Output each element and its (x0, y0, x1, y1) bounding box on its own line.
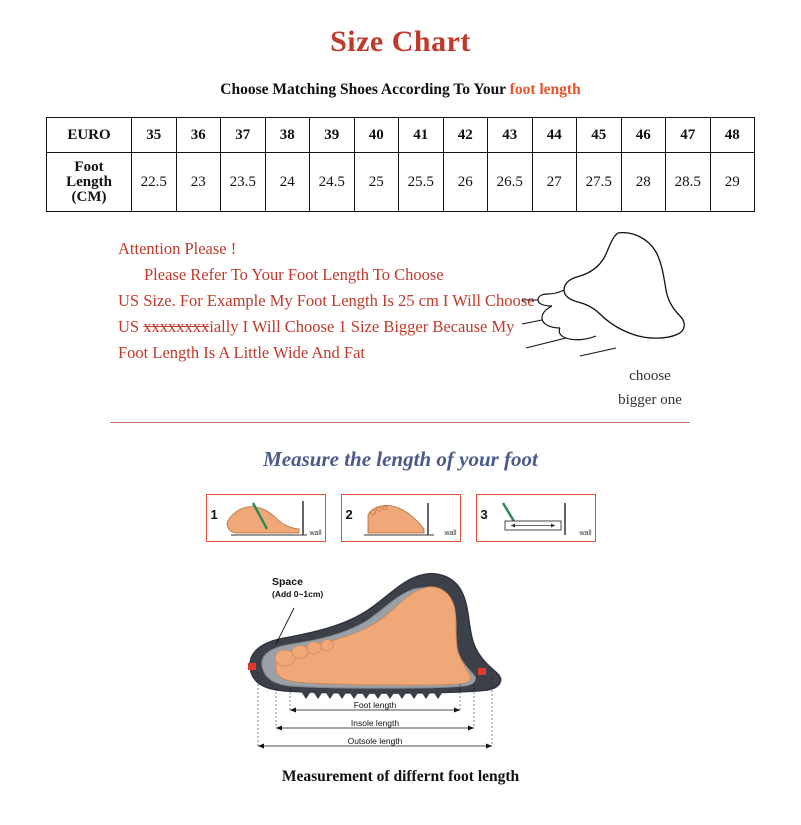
table-cell-euro-8: 43 (488, 118, 533, 153)
attention-heading: Attention Please ! (118, 239, 237, 258)
space-label-line-1: Space (272, 576, 303, 588)
foot-label-line1: Foot (74, 158, 104, 175)
table-cell-len-7: 26 (443, 153, 488, 212)
table-row-euro (47, 118, 755, 153)
step-number-3: 3 (480, 507, 488, 522)
table-cell-len-11: 28 (621, 153, 666, 212)
dimension-label-insole-length: Insole length (350, 718, 400, 728)
table-row-foot-length (47, 153, 755, 212)
size-table (46, 117, 755, 212)
table-cell-len-12: 28.5 (666, 153, 711, 212)
table-cell-euro-12: 47 (666, 118, 711, 153)
attention-note-line-1: choose (629, 368, 671, 384)
page-subtitle (0, 81, 801, 99)
attention-line-1: Please Refer To Your Foot Length To Choose (144, 265, 444, 284)
table-cell-len-2: 23.5 (221, 153, 266, 212)
size-chart-page (0, 25, 801, 825)
table-cell-len-13: 29 (710, 153, 755, 212)
page-title: Size Chart (330, 25, 471, 58)
attention-line-3-b: ially I Will Choose 1 Size (209, 317, 380, 336)
attention-strikethrough: xxxxxxxx (143, 317, 210, 336)
measure-step-1 (206, 494, 326, 542)
table-cell-euro-1: 36 (176, 118, 221, 153)
table-cell-len-1: 23 (176, 153, 221, 212)
subtitle-accent: foot length (509, 81, 581, 98)
table-cell-euro-6: 41 (399, 118, 444, 153)
table-cell-len-0: 22.5 (132, 153, 177, 212)
foot-outline-illustration (520, 230, 740, 370)
space-label (272, 576, 323, 600)
table-cell-len-5: 25 (354, 153, 399, 212)
table-cell-euro-10: 45 (577, 118, 622, 153)
table-cell-euro-13: 48 (710, 118, 755, 153)
table-cell-len-4: 24.5 (310, 153, 355, 212)
foot-measurement-diagram (0, 548, 801, 758)
attention-block (0, 236, 801, 416)
table-cell-euro-11: 46 (621, 118, 666, 153)
measure-heading: Measure the length of your foot (263, 447, 538, 471)
table-cell-euro-4: 39 (310, 118, 355, 153)
table-header-euro: EURO (47, 118, 132, 153)
step-1-icon (207, 495, 325, 541)
step-number-2: 2 (345, 507, 353, 522)
table-cell-euro-2: 37 (221, 118, 266, 153)
table-cell-len-9: 27 (532, 153, 577, 212)
attention-note (560, 364, 740, 412)
attention-line-4: Bigger Because My Foot Length Is A Little Wide (118, 317, 515, 362)
attention-note-line-2: bigger one (618, 392, 682, 408)
dimension-label-outsole-length: Outsole length (347, 736, 403, 746)
size-table-wrapper (46, 117, 755, 212)
section-divider (110, 422, 690, 423)
attention-line-5: And Fat (311, 343, 365, 362)
measure-step-2 (341, 494, 461, 542)
step-1-wall-label: wall (309, 530, 322, 537)
table-cell-euro-7: 42 (443, 118, 488, 153)
table-cell-len-3: 24 (265, 153, 310, 212)
table-cell-len-8: 26.5 (488, 153, 533, 212)
step-2-icon (342, 495, 460, 541)
measure-step-3 (476, 494, 596, 542)
step-3-icon (477, 495, 595, 541)
diagram-caption: Measurement of differnt foot length (281, 768, 520, 785)
attention-text (118, 236, 548, 366)
table-cell-euro-5: 40 (354, 118, 399, 153)
table-cell-euro-0: 35 (132, 118, 177, 153)
table-cell-len-6: 25.5 (399, 153, 444, 212)
measure-steps (206, 494, 596, 542)
table-cell-euro-9: 44 (532, 118, 577, 153)
attention-line-3-a: Will Choose US (118, 291, 535, 336)
step-2-wall-label: wall (444, 530, 457, 537)
subtitle-prefix: Choose Matching Shoes According To Your (220, 81, 510, 98)
dimension-label-foot-length: Foot length (353, 700, 397, 710)
table-header-foot-length (47, 153, 132, 212)
step-number-1: 1 (210, 507, 218, 522)
step-3-wall-label: wall (579, 530, 592, 537)
foot-label-line2: Length (66, 173, 112, 190)
attention-line-2: US Size. For Example My Foot Length Is 25 cm I (118, 291, 449, 310)
table-cell-euro-3: 38 (265, 118, 310, 153)
foot-label-line3: (CM) (71, 188, 107, 205)
space-label-line-2: (Add 0~1cm) (272, 589, 324, 599)
table-cell-len-10: 27.5 (577, 153, 622, 212)
